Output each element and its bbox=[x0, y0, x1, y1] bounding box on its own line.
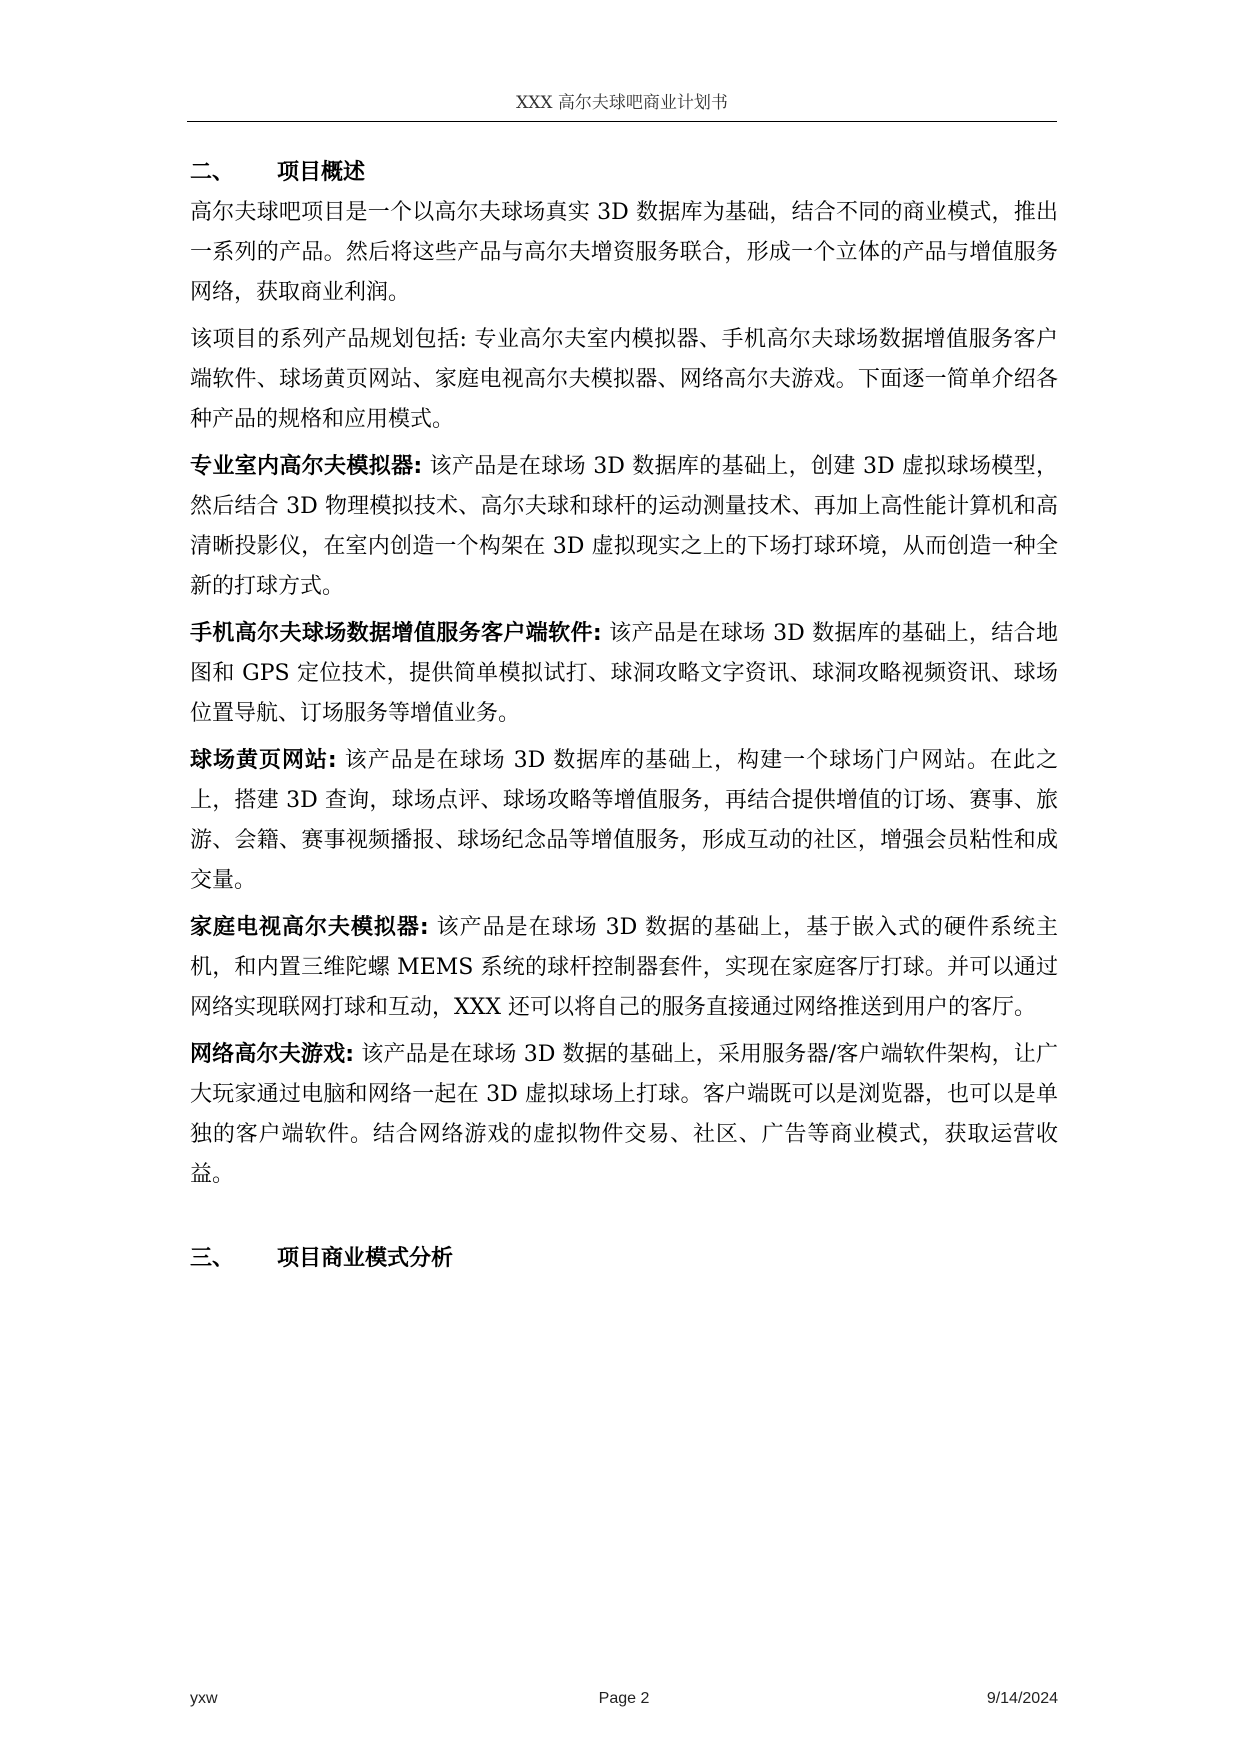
paragraph-lead: 家庭电视高尔夫模拟器: bbox=[190, 915, 429, 940]
paragraph bbox=[190, 614, 1058, 734]
paragraph bbox=[190, 447, 1058, 607]
section-heading bbox=[190, 153, 1058, 193]
section-heading bbox=[190, 1239, 1058, 1279]
paragraph bbox=[190, 320, 1058, 440]
paragraph-text: 该项目的系列产品规划包括: 专业高尔夫室内模拟器、手机高尔夫球场数据增值服务客户端软件、球场黄页网站、家庭电视高尔夫模拟器、网络高尔夫游戏。下面逐一简单介绍各种产品的规格和应用模式。 bbox=[190, 327, 1058, 432]
section-title: 项目商业模式分析 bbox=[277, 1246, 454, 1271]
paragraph bbox=[190, 193, 1058, 313]
footer-page-number: Page 2 bbox=[598, 1690, 650, 1707]
section-number: 三、 bbox=[190, 1246, 235, 1271]
section-title: 项目概述 bbox=[277, 160, 366, 185]
paragraph bbox=[190, 1035, 1058, 1195]
paragraph bbox=[190, 908, 1058, 1028]
paragraph-lead: 专业室内高尔夫模拟器: bbox=[190, 454, 423, 479]
paragraph-text: 该产品是在球场 3D 数据的基础上，基于嵌入式的硬件系统主机，和内置三维陀螺 MEMS 系统的球杆控制器套件，实现在家庭客厅打球。并可以通过网络实现联网打球和互动，XXX 还可以将自己的服务直接通过网络推送到用户的客厅。 bbox=[190, 915, 1058, 1020]
paragraph-lead: 网络高尔夫游戏: bbox=[190, 1042, 355, 1067]
paragraph-text: 高尔夫球吧项目是一个以高尔夫球场真实 3D 数据库为基础，结合不同的商业模式，推出一系列的产品。然后将这些产品与高尔夫增资服务联合，形成一个立体的产品与增值服务网络，获取商业利润。 bbox=[190, 200, 1058, 305]
paragraph-text: 该产品是在球场 3D 数据库的基础上，创建 3D 虚拟球场模型，然后结合 3D 物理模拟技术、高尔夫球和球杆的运动测量技术、再加上高性能计算机和高清晰投影仪，在室内创造一个构架在 3D 虚拟现实之上的下场打球环境，从而创造一种全新的打球方式。 bbox=[190, 454, 1058, 599]
section-number: 二、 bbox=[190, 160, 235, 185]
document-body bbox=[190, 153, 1058, 1279]
footer-author: yxw bbox=[190, 1690, 218, 1707]
paragraph-lead: 手机高尔夫球场数据增值服务客户端软件: bbox=[190, 621, 602, 646]
document-title: XXX 高尔夫球吧商业计划书 bbox=[516, 93, 728, 113]
paragraph bbox=[190, 741, 1058, 901]
footer-date: 9/14/2024 bbox=[986, 1690, 1058, 1707]
paragraph-text: 该产品是在球场 3D 数据库的基础上，构建一个球场门户网站。在此之上，搭建 3D 查询，球场点评、球场攻略等增值服务，再结合提供增值的订场、赛事、旅游、会籍、赛事视频播报、球场纪念品等增值服务，形成互动的社区，增强会员粘性和成交量。 bbox=[190, 748, 1058, 893]
paragraph-lead: 球场黄页网站: bbox=[190, 748, 337, 773]
paragraph-text: 该产品是在球场 3D 数据库的基础上，结合地图和 GPS 定位技术，提供简单模拟试打、球洞攻略文字资讯、球洞攻略视频资讯、球场位置导航、订场服务等增值业务。 bbox=[190, 621, 1058, 726]
paragraph-text: 该产品是在球场 3D 数据的基础上，采用服务器/客户端软件架构，让广大玩家通过电脑和网络一起在 3D 虚拟球场上打球。客户端既可以是浏览器，也可以是单独的客户端软件。结合网络游戏的虚拟物件交易、社区、广告等商业模式，获取运营收益。 bbox=[190, 1042, 1058, 1187]
page-header bbox=[187, 88, 1057, 122]
